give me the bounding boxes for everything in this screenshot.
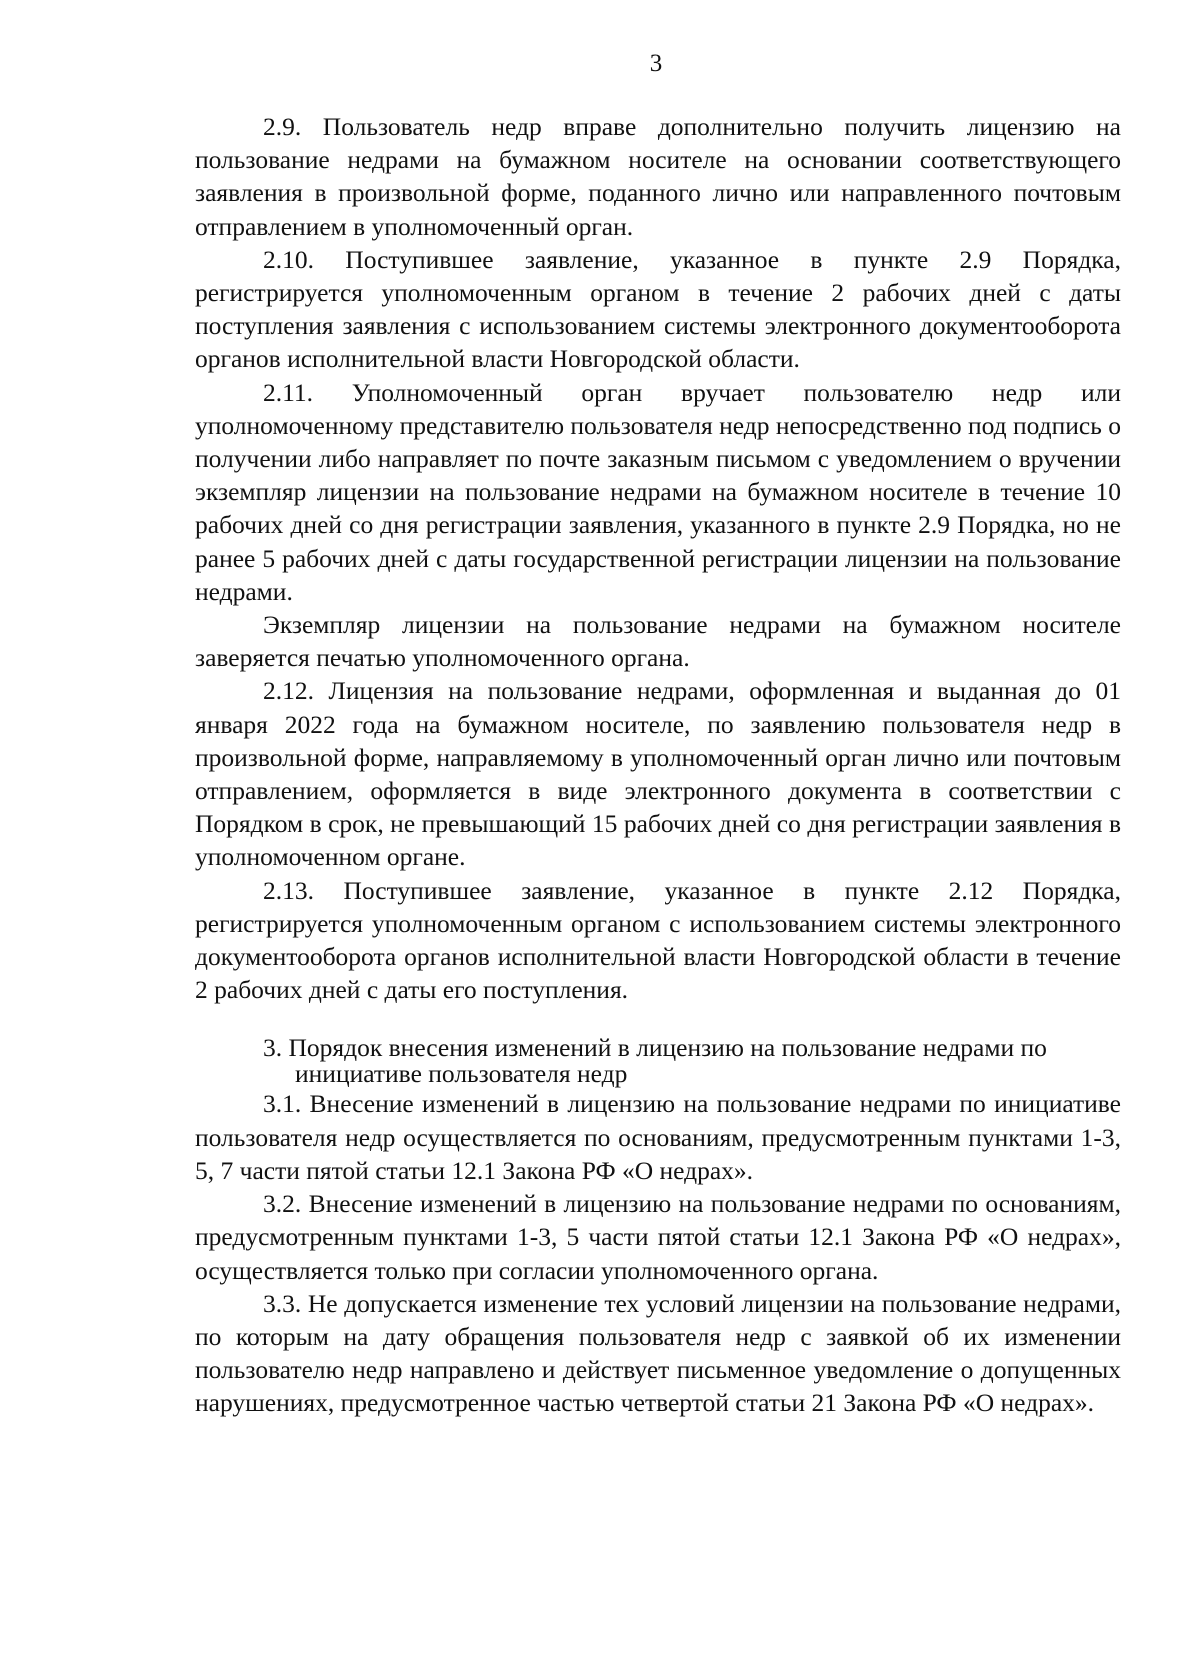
paragraph-3-3: 3.3. Не допускается изменение тех условий лицензии на пользование недрами, по которым на дату обращения пользователя недр с заявкой об их изменении пользователю недр направлено и действует письменное уведомление о допущенных нарушениях, предусмотренное частью четвертой статьи 21 Закона РФ «О недрах».: [195, 1288, 1121, 1418]
paragraph-3-1: 3.1. Внесение изменений в лицензию на пользование недрами по инициативе пользователя недр осуществляется по основаниям, предусмотренным пунктами 1-3, 5, 7 части пятой статьи 12.1 Закона РФ «О недрах».: [195, 1089, 1121, 1185]
document-body: [195, 110, 1121, 1420]
page-number: 3: [649, 50, 663, 77]
section-3-heading: [195, 1035, 1121, 1087]
paragraph-2-9: 2.9. Пользователь недр вправе дополнительно получить лицензию на пользование недрами на бумажном носителе на основании соответствующего заявления в произвольной форме, поданного лично или направленного почтовым отправлением в уполномоченный орган.: [195, 112, 1121, 241]
paragraph-2-13: 2.13. Поступившее заявление, указанное в пункте 2.12 Порядка, регистрируется уполномоченным органом с использованием системы электронного документооборота органов исполнительной власти Новгородской области в течение 2 рабочих дней с даты его поступления.: [195, 875, 1121, 1005]
section-3-heading-line-2: инициативе пользователя недр: [295, 1059, 628, 1089]
paragraph-2-10: 2.10. Поступившее заявление, указанное в пункте 2.9 Порядка, регистрируется уполномоченным органом в течение 2 рабочих дней с даты поступления заявления с использованием системы электронного документооборота органов исполнительной власти Новгородской области.: [195, 244, 1121, 374]
paragraph-2-11: 2.11. Уполномоченный орган вручает пользователю недр или уполномоченному представителю пользователя недр непосредственно под подпись о получении либо направляет по почте заказным письмом с уведомлением о вручении экземпляр лицензии на пользование недрами на бумажном носителе в течение 10 рабочих дней со дня регистрации заявления, указанного в пункте 2.9 Порядка, но не ранее 5 рабочих дней с даты государственной регистрации лицензии на пользование недрами.: [195, 377, 1121, 606]
paragraph-3-2: 3.2. Внесение изменений в лицензию на пользование недрами по основаниям, предусмотренным пунктами 1-3, 5 части пятой статьи 12.1 Закона РФ «О недрах», осуществляется только при согласии уполномоченного органа.: [195, 1189, 1121, 1285]
paragraph-license-copy-seal: Экземпляр лицензии на пользование недрами на бумажном носителе заверяется печатью уполномоченного органа.: [195, 610, 1121, 673]
section-3-heading-line-1: 3. Порядок внесения изменений в лицензию на пользование недрами по: [263, 1033, 1047, 1063]
paragraph-2-12: 2.12. Лицензия на пользование недрами, оформленная и выданная до 01 января 2022 года на бумажном носителе, по заявлению пользователя недр в произвольной форме, направляемому в уполномоченный орган лично или почтовым отправлением, оформляется в виде электронного документа в соответствии с Порядком в срок, не превышающий 15 рабочих дней со дня регистрации заявления в уполномоченном органе.: [195, 676, 1121, 872]
